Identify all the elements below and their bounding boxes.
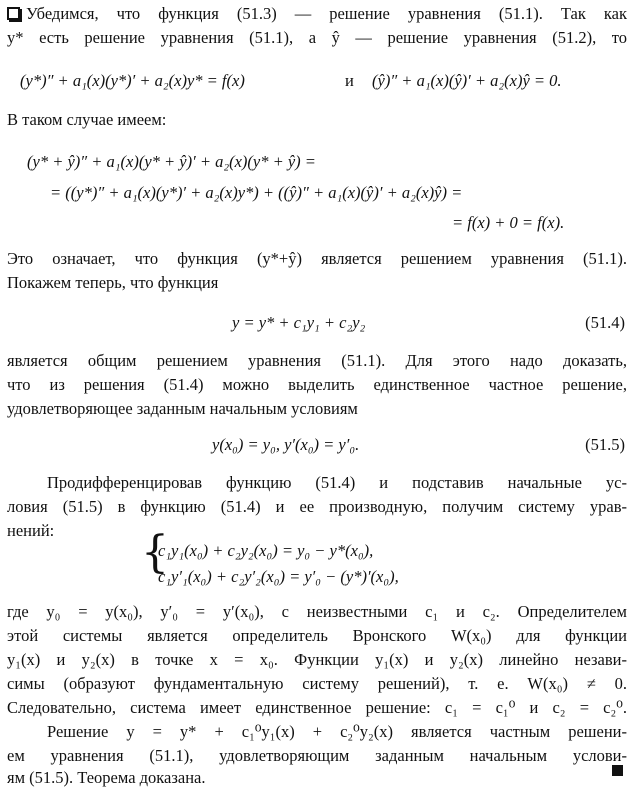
para7-line3: ям (51.5). Теорема доказана. bbox=[7, 768, 206, 787]
para4-line3: удовлетворяющее заданным начальным условиям bbox=[7, 399, 358, 418]
equation-homogeneous: (ŷ)″ + a₁(x)(ŷ)′ + a₂(x)ŷ = 0. bbox=[372, 71, 562, 90]
para6-line5: Следовательно, система имеет единственное решение: c₁ = c₁⁰ и c₂ = c₂⁰. bbox=[7, 698, 627, 717]
para5-line3: нений: bbox=[7, 521, 55, 540]
equation-conjunction: и bbox=[345, 71, 354, 90]
para5-line1: Продифференцировав функцию (51.4) и подставив начальные ус- bbox=[47, 473, 627, 492]
system-row2: c₁y′₁(x₀) + c₂y′₂(x₀) = y′₀ − (y*)′(x₀), bbox=[158, 567, 399, 586]
para1-line1: Убедимся, что функция (51.3) — решение уравнения (51.1). Так как bbox=[26, 4, 627, 23]
equation-general-solution: y = y* + c₁y₁ + c₂y₂ bbox=[232, 313, 366, 332]
para5-line2: ловия (51.5) в функцию (51.4) и ее производную, получим систему урав- bbox=[7, 497, 627, 516]
equation-particular: (y*)″ + a₁(x)(y*)′ + a₂(x)y* = f(x) bbox=[20, 71, 245, 90]
para2: В таком случае имеем: bbox=[7, 110, 167, 129]
equation-sum-line3: = f(x) + 0 = f(x). bbox=[452, 213, 565, 232]
proof-end-icon bbox=[612, 765, 623, 776]
para6-line2: этой системы является определитель Вронского W(x₀) для функции bbox=[7, 626, 627, 645]
para6-line3: y₁(x) и y₂(x) в точке x = x₀. Функции y₁(x) и y₂(x) линейно незави- bbox=[7, 650, 627, 669]
proof-start-icon bbox=[7, 7, 20, 20]
para4-line2: что из решения (51.4) можно выделить единственное частное решение, bbox=[7, 375, 627, 394]
proof-start-line bbox=[7, 2, 627, 26]
para3-line1: Это означает, что функция (y*+ŷ) является решением уравнения (51.1). bbox=[7, 249, 627, 268]
para7-line2: ем уравнения (51.1), удовлетворяющим заданным начальным услови- bbox=[7, 746, 627, 765]
equation-sum-line2: = ((y*)″ + a₁(x)(y*)′ + a₂(x)y*) + ((ŷ)″ + a₁(x)(ŷ)′ + a₂(x)ŷ) = bbox=[50, 183, 463, 202]
system-row1: c₁y₁(x₀) + c₂y₂(x₀) = y₀ − y*(x₀), bbox=[158, 541, 374, 560]
para4-line1: является общим решением уравнения (51.1). Для этого надо доказать, bbox=[7, 351, 627, 370]
para6-line1: где y₀ = y(x₀), y′₀ = y′(x₀), с неизвестными c₁ и c₂. Определителем bbox=[7, 602, 627, 621]
para6-line4: симы (образуют фундаментальную систему решений), т. е. W(x₀) ≠ 0. bbox=[7, 674, 627, 693]
para1-line2: y* есть решение уравнения (51.1), а ŷ — решение уравнения (51.2), то bbox=[7, 28, 627, 47]
equation-number-51-5: (51.5) bbox=[585, 435, 625, 454]
equation-number-51-4: (51.4) bbox=[585, 313, 625, 332]
equation-initial-conditions: y(x₀) = y₀, y′(x₀) = y′₀. bbox=[212, 435, 360, 454]
para3-line2: Покажем теперь, что функция bbox=[7, 273, 219, 292]
para7-line1: Решение y = y* + c₁⁰y₁(x) + c₂⁰y₂(x) является частным решени- bbox=[47, 722, 627, 741]
equation-sum-line1: (y* + ŷ)″ + a₁(x)(y* + ŷ)′ + a₂(x)(y* + ŷ) = bbox=[27, 152, 316, 171]
system-brace: { bbox=[141, 527, 169, 578]
